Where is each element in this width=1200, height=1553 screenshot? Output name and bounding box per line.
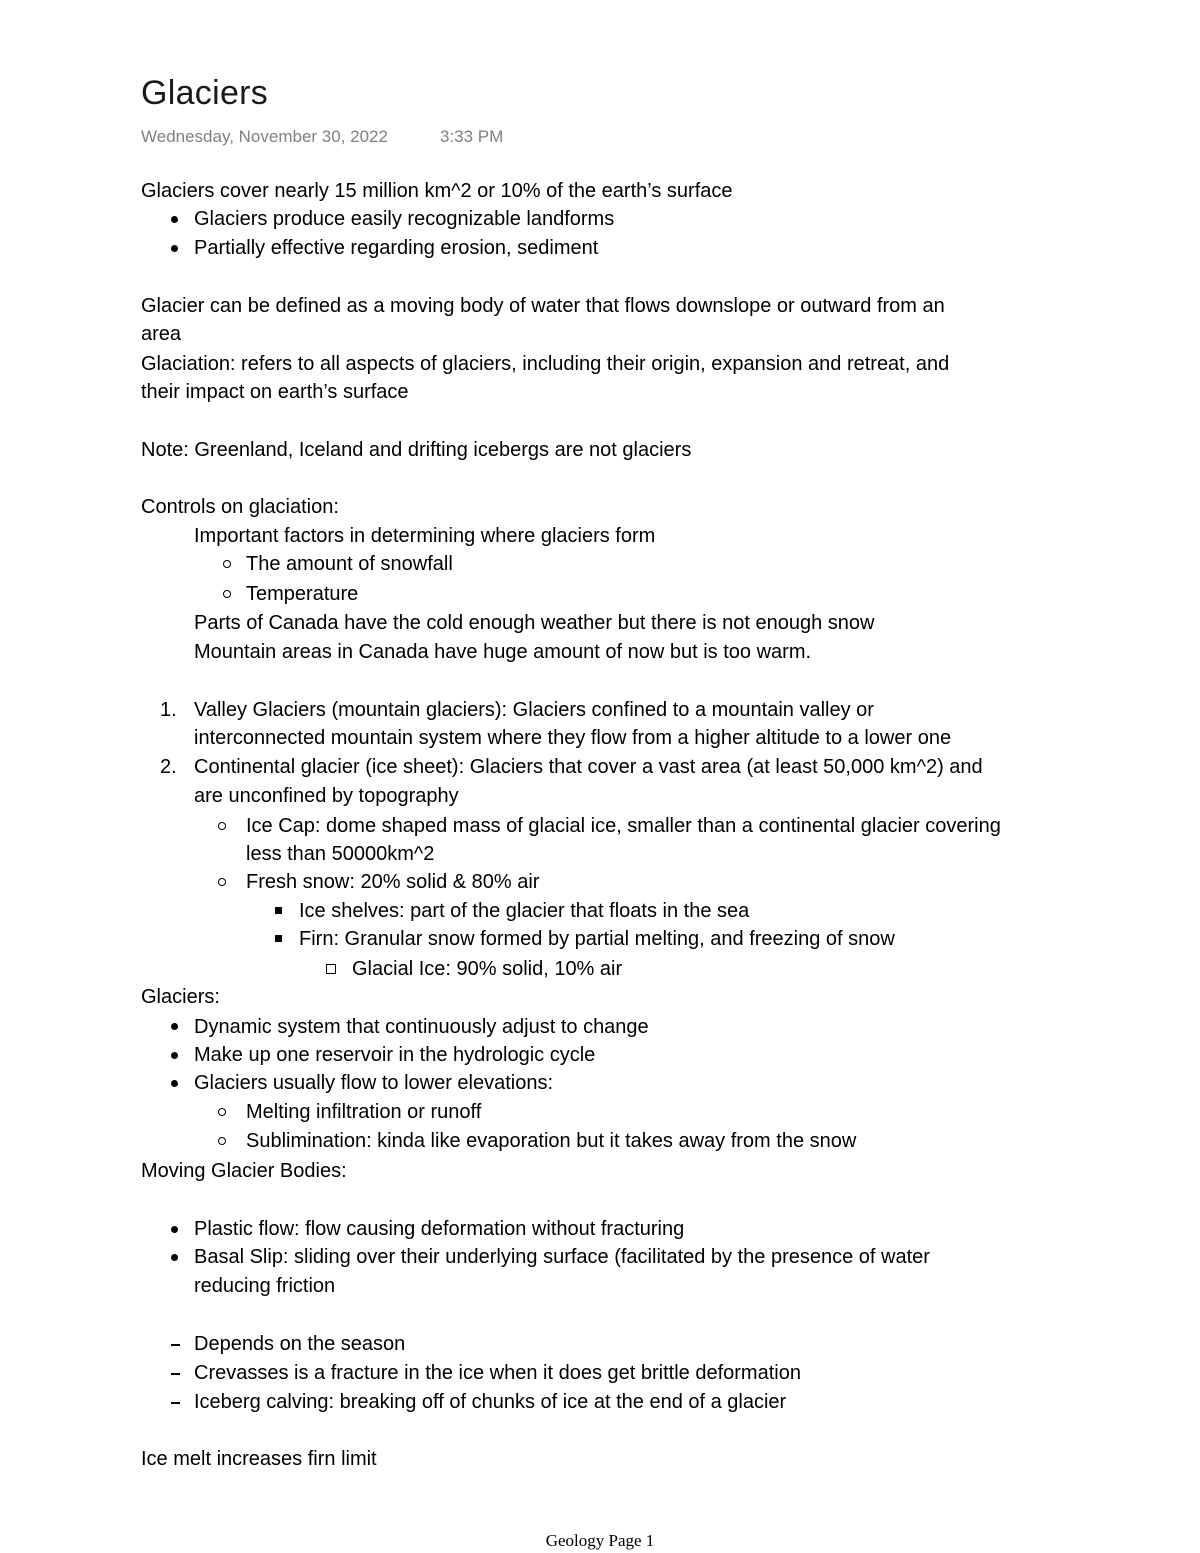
list-number: 2. — [160, 756, 177, 778]
list-item: interconnected mountain system where they flow from a higher altitude to a lower one — [194, 727, 952, 749]
list-item: Fresh snow: 20% solid & 80% air — [246, 871, 540, 893]
text-line: area — [141, 323, 182, 345]
text-line: Ice melt increases firn limit — [141, 1448, 377, 1470]
dash-bullet-icon — [171, 1344, 180, 1346]
square-bullet-icon — [275, 907, 282, 914]
hollow-bullet-icon — [218, 822, 226, 830]
list-item: Ice Cap: dome shaped mass of glacial ice, smaller than a continental glacier covering — [246, 815, 1001, 837]
text-line: Mountain areas in Canada have huge amount of now but is too warm. — [194, 641, 812, 663]
list-number: 1. — [160, 699, 177, 721]
dash-bullet-icon — [171, 1373, 180, 1375]
text-line: Glaciers cover nearly 15 million km^2 or 10% of the earth’s surface — [141, 180, 733, 202]
list-item: Glaciers produce easily recognizable landforms — [194, 208, 615, 230]
page-footer: Geology Page 1 — [545, 1531, 655, 1550]
bullet-icon — [171, 1254, 178, 1261]
list-item: Glaciers usually flow to lower elevations: — [194, 1072, 554, 1094]
list-item: The amount of snowfall — [246, 553, 453, 575]
list-item: Crevasses is a fracture in the ice when it does get brittle deformation — [194, 1362, 801, 1384]
list-item: Make up one reservoir in the hydrologic cycle — [194, 1044, 596, 1066]
section-heading: Glaciers: — [141, 986, 220, 1008]
list-item: Iceberg calving: breaking off of chunks of ice at the end of a glacier — [194, 1391, 787, 1413]
text-line: Glaciation: refers to all aspects of glaciers, including their origin, expansion and retreat, and — [141, 353, 950, 375]
list-item: Partially effective regarding erosion, sediment — [194, 237, 599, 259]
section-heading: Moving Glacier Bodies: — [141, 1160, 347, 1182]
text-line: their impact on earth’s surface — [141, 381, 409, 403]
list-item: Continental glacier (ice sheet): Glaciers that cover a vast area (at least 50,000 km^2) and — [194, 756, 983, 778]
page-time: 3:33 PM — [440, 127, 504, 146]
text-line: Important factors in determining where glaciers form — [194, 525, 656, 547]
list-item: less than 50000km^2 — [246, 843, 435, 865]
text-line: Parts of Canada have the cold enough weather but there is not enough snow — [194, 612, 875, 634]
list-item: Sublimination: kinda like evaporation but it takes away from the snow — [246, 1130, 857, 1152]
list-item: reducing friction — [194, 1275, 336, 1297]
list-item: Valley Glaciers (mountain glaciers): Glaciers confined to a mountain valley or — [194, 699, 874, 721]
dash-bullet-icon — [171, 1402, 180, 1404]
list-item: Dynamic system that continuously adjust to change — [194, 1016, 649, 1038]
hollow-bullet-icon — [218, 1137, 226, 1145]
hollow-square-bullet-icon — [326, 964, 336, 974]
list-item: Depends on the season — [194, 1333, 406, 1355]
page-date: Wednesday, November 30, 2022 — [141, 127, 388, 146]
hollow-bullet-icon — [223, 560, 231, 568]
bullet-icon — [171, 1226, 178, 1233]
hollow-bullet-icon — [223, 590, 231, 598]
page-timestamp — [141, 127, 504, 147]
list-item: Melting infiltration or runoff — [246, 1101, 482, 1123]
text-line: Glacier can be defined as a moving body of water that flows downslope or outward from an — [141, 295, 945, 317]
list-item: are unconfined by topography — [194, 785, 459, 807]
hollow-bullet-icon — [218, 1108, 226, 1116]
section-heading: Controls on glaciation: — [141, 496, 339, 518]
page-title: Glaciers — [141, 74, 269, 112]
bullet-icon — [171, 245, 178, 252]
bullet-icon — [171, 1080, 178, 1087]
bullet-icon — [171, 1023, 178, 1030]
bullet-icon — [171, 1052, 178, 1059]
hollow-bullet-icon — [218, 878, 226, 886]
square-bullet-icon — [275, 935, 282, 942]
list-item: Firn: Granular snow formed by partial melting, and freezing of snow — [299, 928, 895, 950]
list-item: Glacial Ice: 90% solid, 10% air — [352, 958, 623, 980]
bullet-icon — [171, 216, 178, 223]
list-item: Basal Slip: sliding over their underlying surface (facilitated by the presence of water — [194, 1246, 930, 1268]
list-item: Plastic flow: flow causing deformation without fracturing — [194, 1218, 685, 1240]
list-item: Ice shelves: part of the glacier that floats in the sea — [299, 900, 750, 922]
text-line: Note: Greenland, Iceland and drifting icebergs are not glaciers — [141, 439, 692, 461]
list-item: Temperature — [246, 583, 359, 605]
